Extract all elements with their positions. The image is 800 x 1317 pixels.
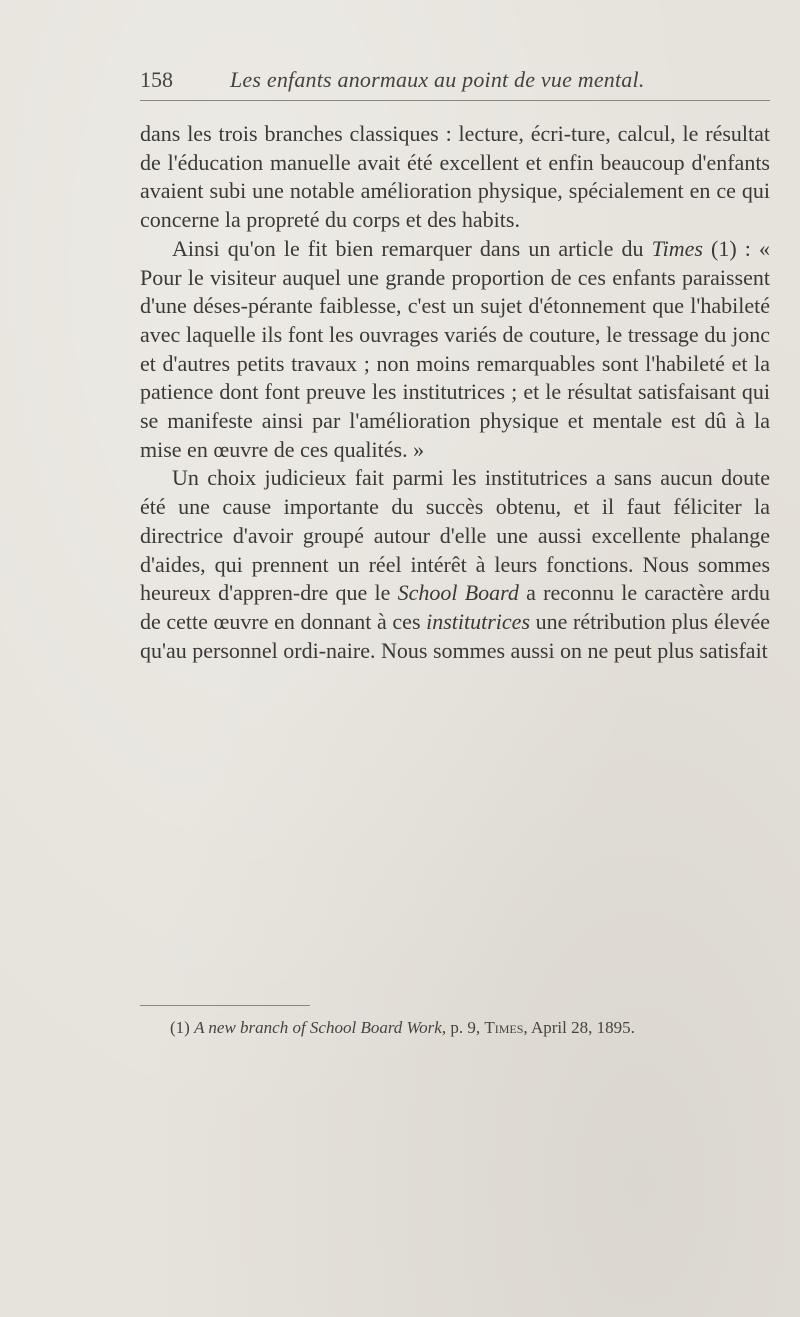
- paragraph-3-text-c: une rétribution plus élevée qu'au personnel ordi-naire. Nous sommes aussi on ne peut plus satisfait: [140, 608, 770, 663]
- paragraph-2-text-b: (1) : « Pour le visiteur auquel une grande proportion de ces enfants paraissent d'une déses-pérante faiblesse, c'est un sujet d'étonnement que l'habileté avec laquelle ils font les ouvrages variés de couture, le tressage du jonc et d'autres petits travaux ; non moins remarquables sont l'habileté et la patience dont font preuve les institutrices ; et le résultat satisfaisant qui se manifeste ainsi par l'amélioration physique et mentale est dû à la mise en œuvre de ces qualités. »: [140, 235, 770, 462]
- paragraph-2: [140, 235, 770, 465]
- school-board-italic: School Board: [397, 580, 519, 606]
- paragraph-1: dans les trois branches classiques : lecture, écri-ture, calcul, le résultat de l'éducation manuelle avait été excellent et enfin beaucoup d'enfants avaient subi une notable amélioration physique, spécialement en ce qui concerne la propreté du corps et des habits.: [140, 121, 770, 233]
- page-header: [140, 62, 770, 98]
- paragraph-3-text-a: Un choix judicieux fait parmi les institutrices a sans aucun doute été une cause importante du succès obtenu, et il faut féliciter la directrice d'avoir groupé autour d'elle une aussi excellente phalange d'aides, qui prennent un réel intérêt à leurs fonctions. Nous sommes heureux d'appren-dre que le: [140, 465, 770, 606]
- paragraph-3: [140, 464, 770, 665]
- paragraph-3-text-b: a reconnu le caractère ardu de cette œuvre en donnant à ces: [140, 580, 771, 634]
- footnote-page-ref: , p. 9,: [441, 1018, 485, 1037]
- footnote-date: , April 28, 1895.: [523, 1018, 635, 1037]
- running-title: Les enfants anormaux au point de vue mental.: [230, 67, 645, 92]
- times-italic: Times: [651, 235, 703, 261]
- footnote-marker: (1): [170, 1018, 195, 1037]
- footnote-source: Times: [484, 1018, 524, 1037]
- footnote: [140, 1015, 770, 1041]
- page-number: 158: [140, 67, 173, 92]
- institutrices-italic: institutrices: [426, 608, 531, 634]
- header-rule: [140, 100, 770, 101]
- body-text: [140, 120, 770, 665]
- footnote-rule: [140, 1005, 310, 1006]
- paragraph-2-text-a: Ainsi qu'on le fit bien remarquer dans un article du: [172, 235, 652, 261]
- footnote-title: A new branch of School Board Work: [194, 1018, 442, 1037]
